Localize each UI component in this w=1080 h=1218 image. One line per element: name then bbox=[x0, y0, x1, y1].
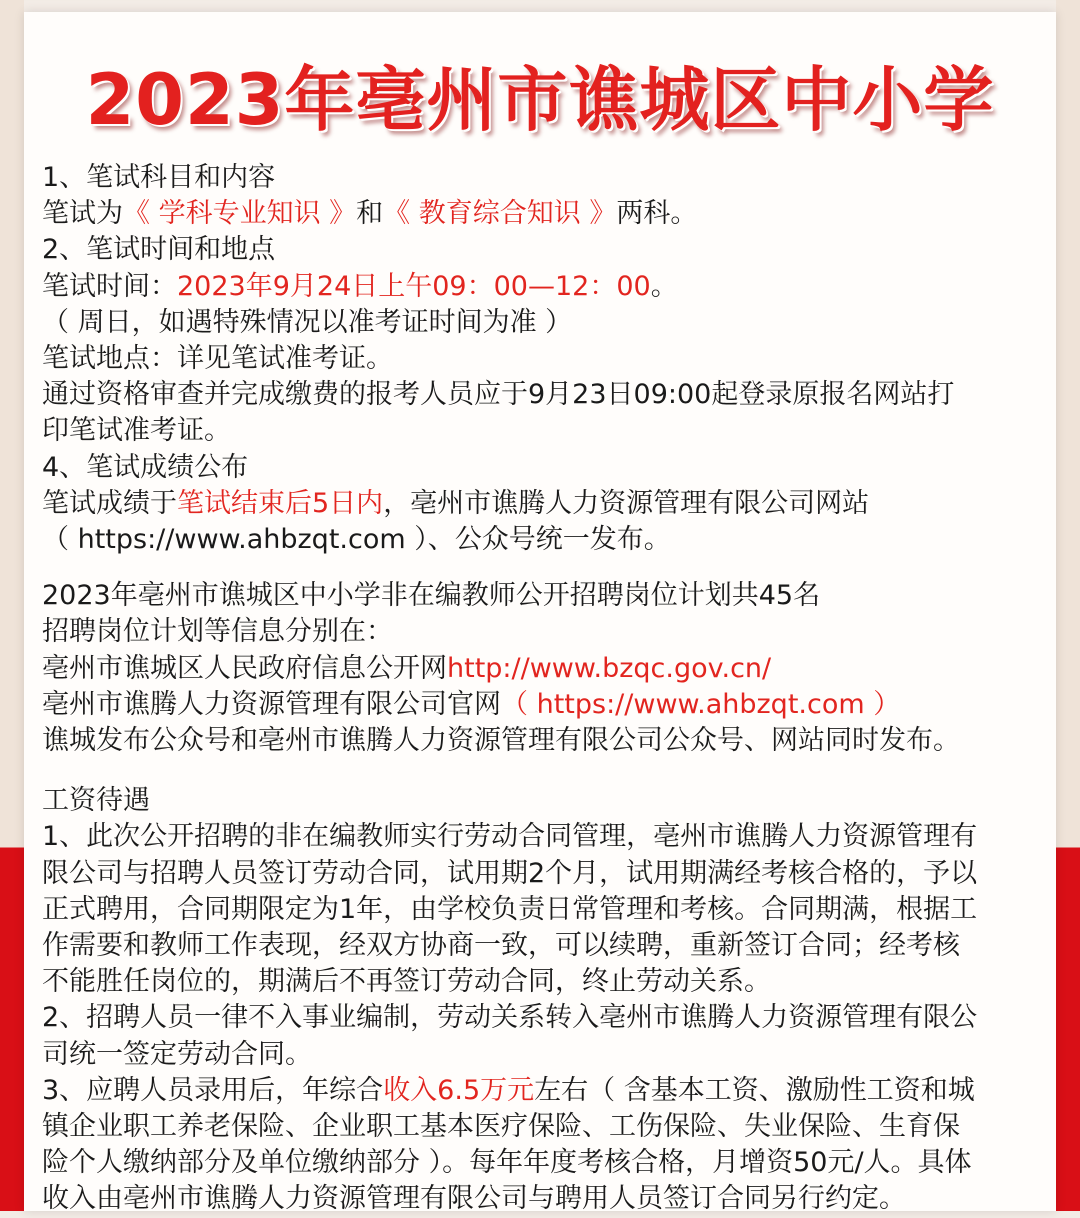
exam-subjects-line bbox=[42, 196, 1036, 232]
text-segment: 左右（ 含基本工资、激励性工资和城 bbox=[534, 1074, 975, 1106]
salary-section bbox=[42, 783, 1036, 1217]
section-heading-salary: 工资待遇 bbox=[42, 785, 150, 817]
publish-channels-line: 谯城发布公众号和亳州市谯腾人力资源管理有限公司公众号、网站同时发布。 bbox=[42, 725, 960, 757]
salary-p1-line: 1、此次公开招聘的非在编教师实行劳动合同管理，亳州市谯腾人力资源管理有 bbox=[42, 821, 978, 853]
plan-section bbox=[42, 578, 1036, 759]
exam-location: 笔试地点：详见笔试准考证。 bbox=[42, 343, 393, 375]
exam-time-note: （ 周日，如遇特殊情况以准考证时间为准 ） bbox=[42, 306, 573, 338]
salary-p1-line: 限公司与招聘人员签订劳动合同，试用期2个月，试用期满经考核合格的，予以 bbox=[42, 857, 978, 889]
right-red-band bbox=[1056, 0, 1080, 1211]
section-heading-time-place: 2、笔试时间和地点 bbox=[42, 234, 276, 266]
salary-p2-line: 司统一签定劳动合同。 bbox=[42, 1038, 312, 1070]
salary-p1-line: 正式聘用，合同期限定为1年，由学校负责日常管理和考核。合同期满，根据工 bbox=[42, 893, 978, 925]
text-segment: 和 bbox=[356, 198, 384, 230]
plan-total-line: 2023年亳州市谯城区中小学非在编教师公开招聘岗位计划共45名 bbox=[42, 580, 821, 612]
text-segment: 笔试时间： bbox=[42, 270, 177, 302]
exam-time-value: 2023年9月24日上午09：00—12：00 bbox=[177, 270, 651, 302]
notice-card bbox=[24, 12, 1056, 1215]
salary-p2-line: 2、招聘人员一律不入事业编制，劳动关系转入亳州市谯腾人力资源管理有限公 bbox=[42, 1002, 978, 1034]
salary-p1-line: 不能胜任岗位的，期满后不再签订劳动合同，终止劳动关系。 bbox=[42, 966, 771, 998]
left-red-band bbox=[0, 0, 24, 1211]
text-segment: 亳州市谯腾人力资源管理有限公司官网 bbox=[42, 688, 501, 720]
text-segment: 笔试成绩于 bbox=[42, 487, 177, 519]
text-segment: 笔试为 bbox=[42, 198, 123, 230]
exam-section bbox=[42, 160, 1036, 558]
salary-p3-line: 收入由亳州市谯腾人力资源管理有限公司与聘用人员签订合同另行约定。 bbox=[42, 1183, 906, 1215]
subject-education: 《 教育综合知识 》 bbox=[383, 198, 617, 230]
notice-content bbox=[42, 160, 1036, 1218]
salary-p3-line bbox=[42, 1073, 1036, 1109]
exam-time-line bbox=[42, 269, 1036, 305]
spacer bbox=[42, 558, 1036, 578]
gov-site-line bbox=[42, 651, 1036, 687]
admission-print-line-2: 印笔试准考证。 bbox=[42, 415, 231, 447]
text-segment: 。 bbox=[650, 270, 678, 302]
gov-site-link[interactable]: http://www.bzqc.gov.cn/ bbox=[447, 652, 772, 684]
text-segment: 亳州市谯城区人民政府信息公开网 bbox=[42, 652, 447, 684]
score-release-line bbox=[42, 486, 1036, 522]
salary-p1-line: 作需要和教师工作表现，经双方协商一致，可以续聘，重新签订合同；经考核 bbox=[42, 930, 960, 962]
spacer bbox=[42, 759, 1036, 783]
annual-income: 收入6.5万元 bbox=[383, 1074, 535, 1106]
text-segment: 3、应聘人员录用后，年综合 bbox=[42, 1074, 384, 1106]
text-segment: 两科。 bbox=[616, 198, 698, 230]
subject-professional: 《 学科专业知识 》 bbox=[123, 198, 357, 230]
plan-info-line: 招聘岗位计划等信息分别在： bbox=[42, 616, 393, 648]
page-title: 2023年亳州市谯城区中小学 bbox=[85, 59, 995, 141]
section-heading-score: 4、笔试成绩公布 bbox=[42, 451, 249, 483]
score-release-period: 笔试结束后5日内 bbox=[177, 487, 384, 519]
company-site-link[interactable]: （ https://www.ahbzqt.com ） bbox=[501, 688, 901, 720]
section-heading-subjects: 1、笔试科目和内容 bbox=[42, 162, 276, 193]
company-site-line bbox=[42, 687, 1036, 723]
score-release-website: （ https://www.ahbzqt.com ）、公众号统一发布。 bbox=[42, 524, 671, 556]
salary-p3-line: 险个人缴纳部分及单位缴纳部分 ）。每年年度考核合格，月增资50元/人。具体 bbox=[42, 1147, 972, 1179]
admission-print-line-1: 通过资格审查并完成缴费的报考人员应于9月23日09:00起登录原报名网站打 bbox=[42, 379, 955, 411]
salary-p3-line: 镇企业职工养老保险、企业职工基本医疗保险、工伤保险、失业保险、生育保 bbox=[42, 1111, 960, 1143]
text-segment: ，亳州市谯腾人力资源管理有限公司网站 bbox=[383, 487, 870, 519]
